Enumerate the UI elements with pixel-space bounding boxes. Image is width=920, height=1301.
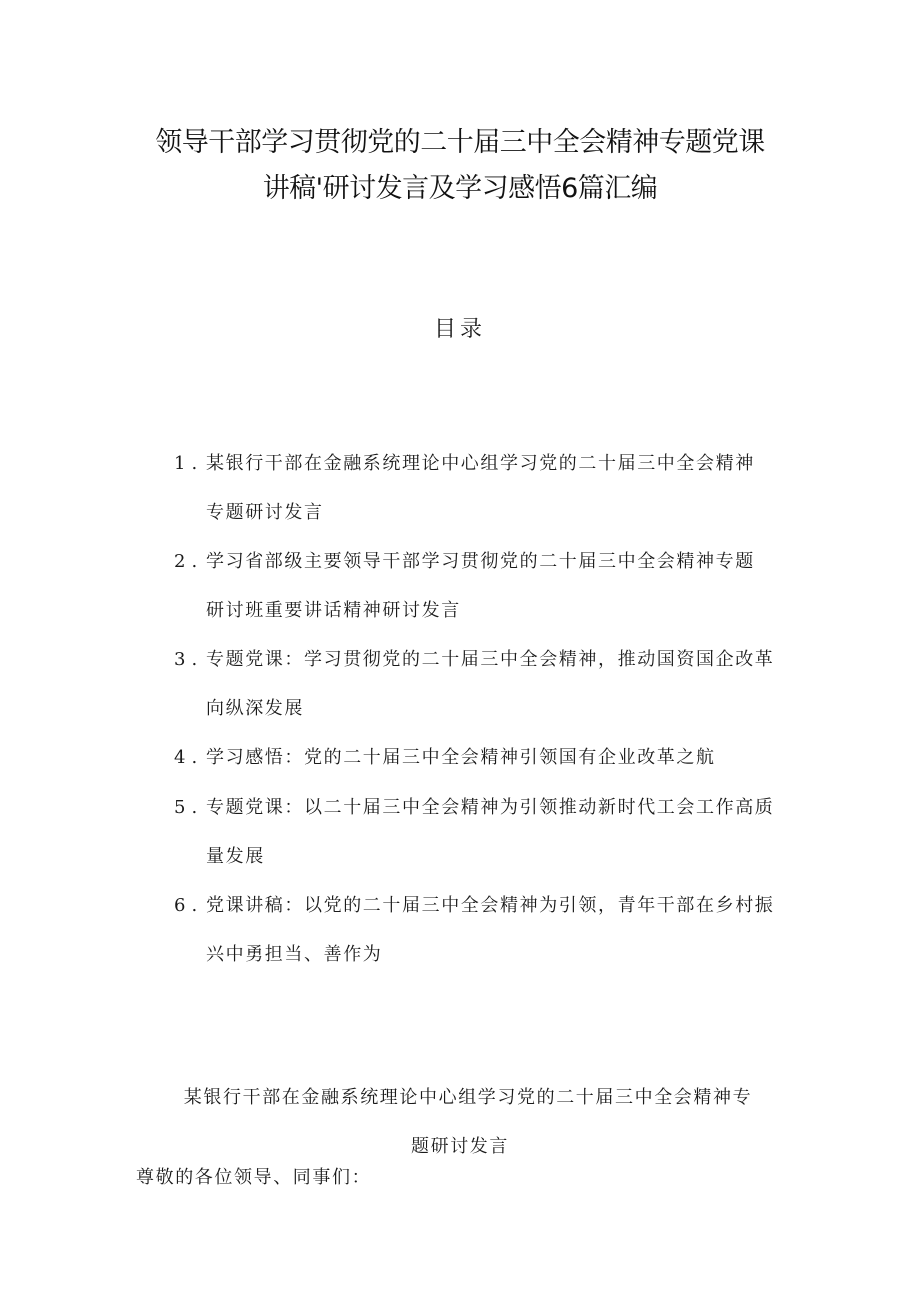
toc-item-number: 3. xyxy=(174,649,204,670)
toc-heading: 目录 xyxy=(433,317,486,342)
toc-item-number: 5. xyxy=(174,797,204,818)
toc-item-text-continued: 研讨班重要讲话精神研讨发言 xyxy=(206,600,461,621)
toc-item-text-continued: 量发展 xyxy=(206,846,265,867)
toc-item-1 xyxy=(174,452,814,550)
toc-item-text: 学习感悟：党的二十届三中全会精神引领国有企业改革之航 xyxy=(206,747,716,768)
toc-item-text: 专题党课：以二十届三中全会精神为引领推动新时代工会工作高质 xyxy=(206,797,775,818)
toc-item-text: 专题党课：学习贯彻党的二十届三中全会精神，推动国资国企改革 xyxy=(206,649,775,670)
toc-item-4 xyxy=(174,746,814,795)
toc-item-text: 某银行干部在金融系统理论中心组学习党的二十届三中全会精神 xyxy=(206,453,755,474)
toc-item-text-continued: 专题研讨发言 xyxy=(206,502,324,523)
document-title-line-2: 讲稿'研讨发言及学习感悟6篇汇编 xyxy=(262,173,658,204)
toc-item-3 xyxy=(174,648,814,746)
toc-item-number: 6. xyxy=(174,895,204,916)
toc-item-number: 4. xyxy=(174,747,204,768)
toc-item-2 xyxy=(174,550,814,648)
section-title-line-1: 某银行干部在金融系统理论中心组学习党的二十届三中全会精神专 xyxy=(183,1087,753,1108)
toc-item-5 xyxy=(174,796,814,894)
toc-item-text-continued: 向纵深发展 xyxy=(206,698,304,719)
toc-item-text-continued: 兴中勇担当、善作为 xyxy=(206,944,383,965)
toc-item-number: 2. xyxy=(174,551,204,572)
section-title-line-2: 题研讨发言 xyxy=(411,1136,509,1157)
document-title-line-1: 领导干部学习贯彻党的二十届三中全会精神专题党课 xyxy=(155,127,765,158)
toc-item-text: 学习省部级主要领导干部学习贯彻党的二十届三中全会精神专题 xyxy=(206,551,755,572)
toc-item-text: 党课讲稿：以党的二十届三中全会精神为引领，青年干部在乡村振 xyxy=(206,895,775,916)
toc-item-number: 1. xyxy=(174,453,204,474)
salutation: 尊敬的各位领导、同事们： xyxy=(136,1167,372,1188)
toc-item-6 xyxy=(174,894,814,992)
